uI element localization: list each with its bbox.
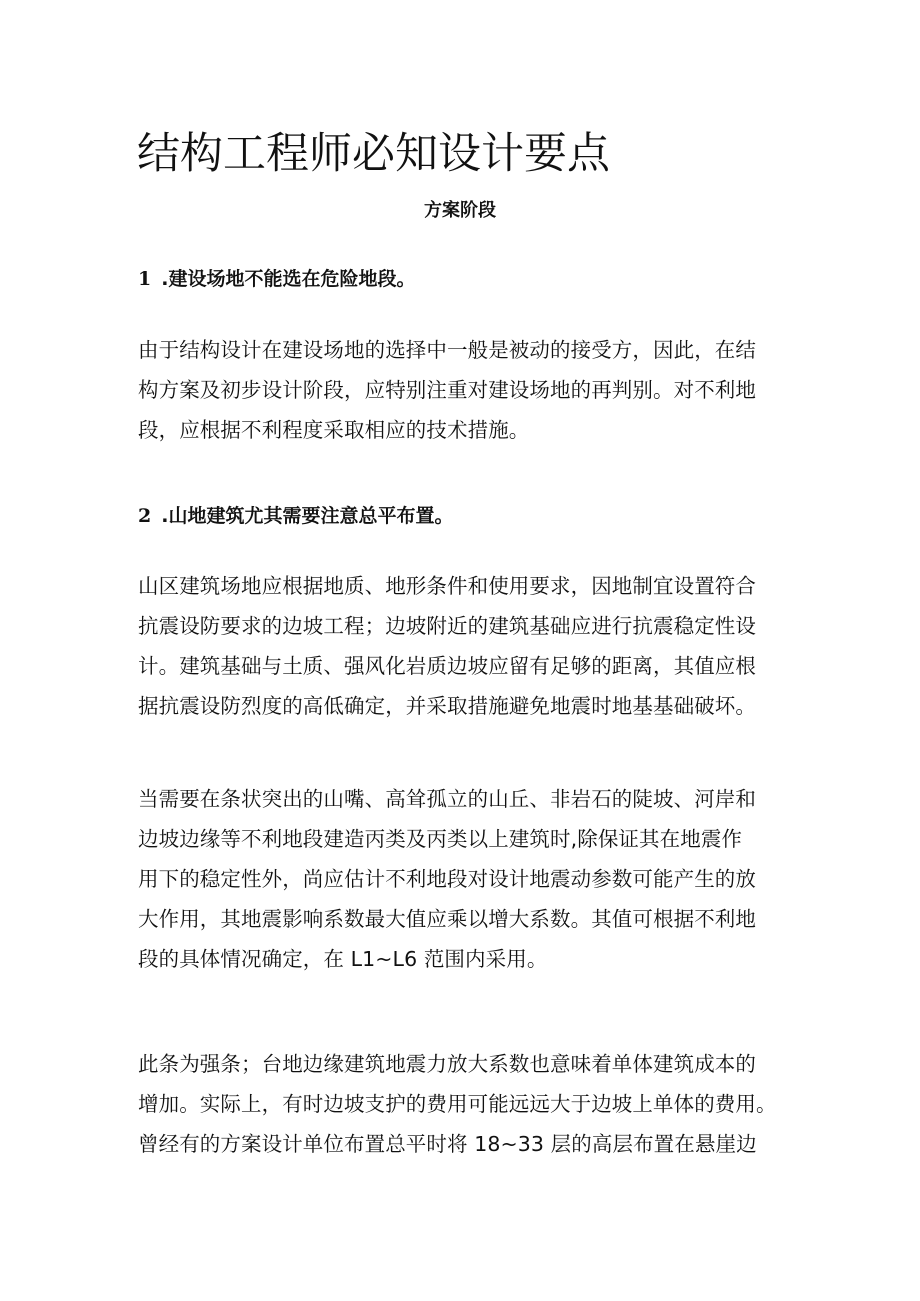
paragraph-line: 增加。实际上，有时边坡支护的费用可能远远大于边坡上单体的费用。 [138,1092,777,1116]
paragraph-line: 抗震设防要求的边坡工程；边坡附近的建筑基础应进行抗震稳定性设 [138,614,756,638]
paragraph-line: 计。建筑基础与土质、强风化岩质边坡应留有足够的距离，其值应根 [138,654,756,678]
item-number: 1 [138,268,152,290]
paragraph-line: 曾经有的方案设计单位布置总平时将 18~33 层的高层布置在悬崖边 [138,1132,757,1156]
paragraph-line: 此条为强条；台地边缘建筑地震力放大系数也意味着单体建筑成本的 [138,1052,756,1076]
paragraph-line: 据抗震设防烈度的高低确定，并采取措施避免地震时地基基础破坏。 [138,694,756,718]
item-heading-text: .建设场地不能选在危险地段。 [161,268,416,290]
paragraph-line: 由于结构设计在建设场地的选择中一般是被动的接受方，因此，在结 [138,338,756,362]
paragraph-unfavorable-terrain [138,779,798,979]
paragraph-site-selection [138,330,798,450]
item-heading-text: .山地建筑尤其需要注意总平布置。 [161,505,454,527]
paragraph-line: 段的具体情况确定，在 L1~L6 范围内采用。 [138,947,548,971]
paragraph-line: 当需要在条状突出的山嘴、高耸孤立的山丘、非岩石的陡坡、河岸和 [138,787,756,811]
document-title: 结构工程师必知设计要点 [137,129,610,179]
paragraph-line: 山区建筑场地应根据地质、地形条件和使用要求，因地制宜设置符合 [138,574,756,598]
paragraph-mountain-site [138,566,798,726]
item-1-heading [138,264,798,294]
paragraph-line: 大作用，其地震影响系数最大值应乘以增大系数。其值可根据不利地 [138,907,756,931]
paragraph-line: 边坡边缘等不利地段建造丙类及丙类以上建筑时,除保证其在地震作 [138,827,743,851]
item-number: 2 [138,505,152,527]
item-2-heading [138,501,798,531]
section-title: 方案阶段 [424,200,496,221]
paragraph-line: 段，应根据不利程度采取相应的技术措施。 [138,418,530,442]
paragraph-line: 构方案及初步设计阶段，应特别注重对建设场地的再判别。对不利地 [138,378,756,402]
paragraph-mandatory-clause [138,1044,798,1164]
paragraph-line: 用下的稳定性外，尚应估计不利地段对设计地震动参数可能产生的放 [138,867,756,891]
